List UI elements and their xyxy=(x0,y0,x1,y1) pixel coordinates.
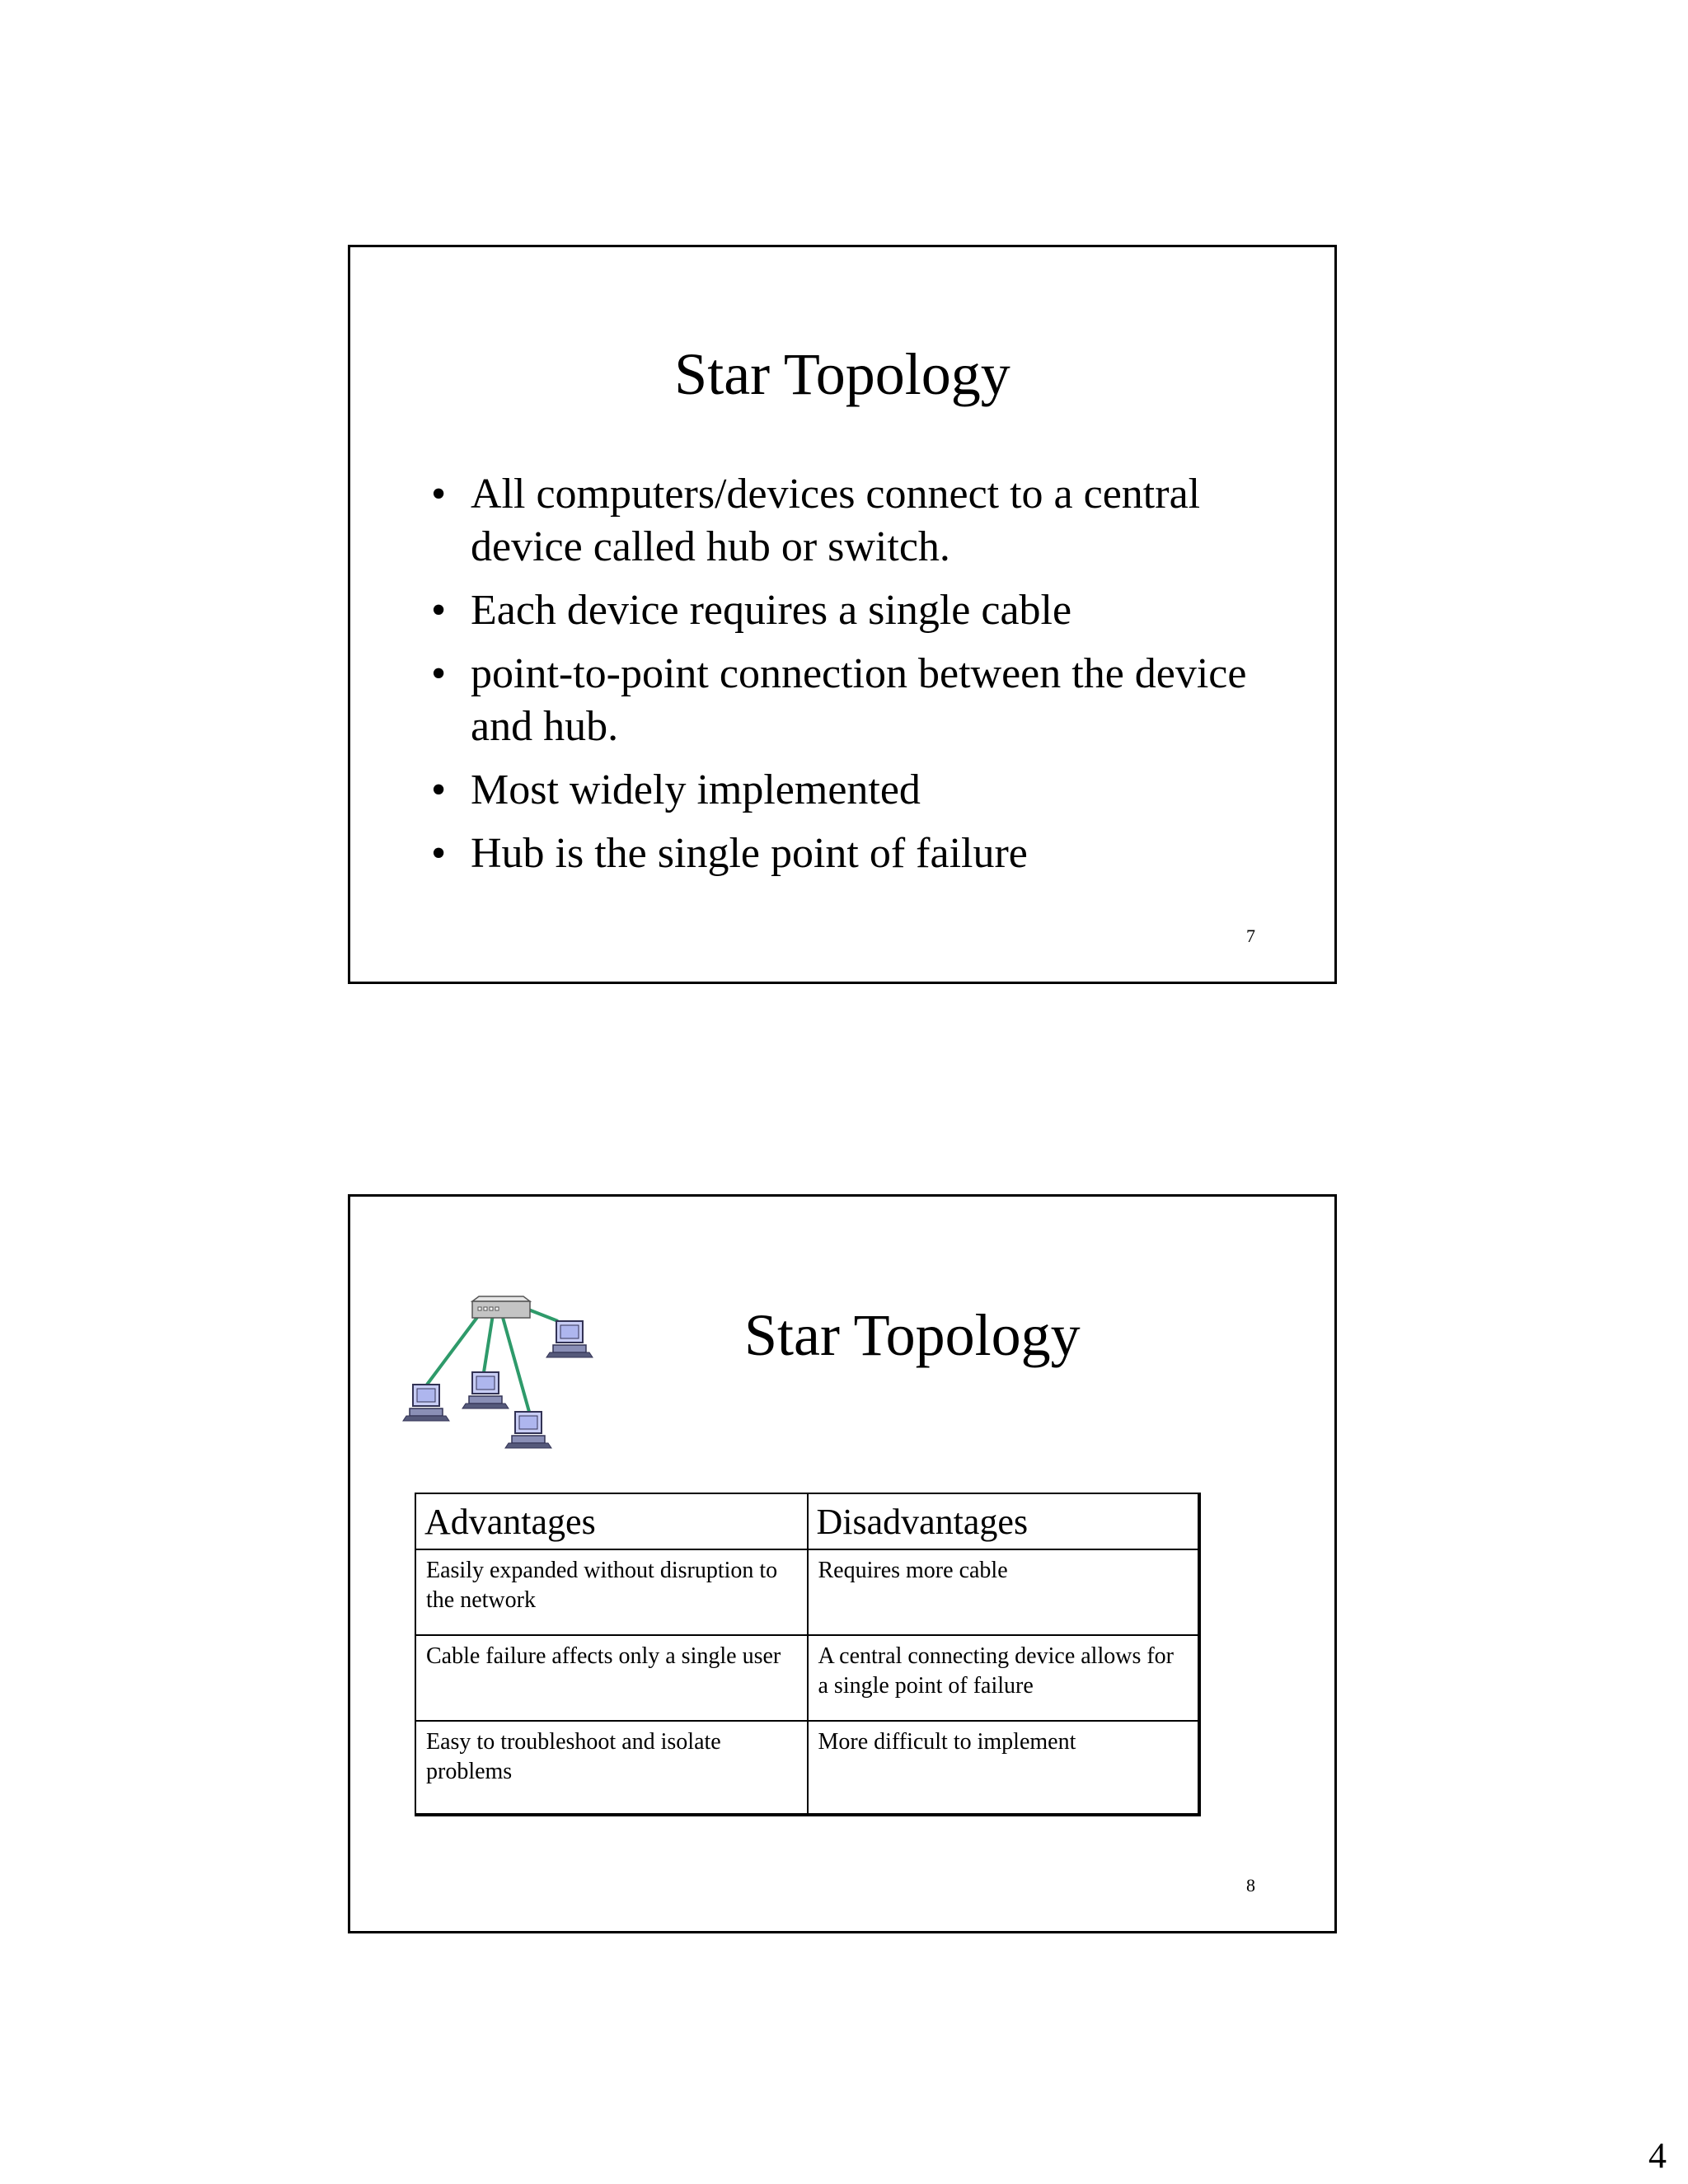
slide-title: Star Topology xyxy=(744,1302,1081,1368)
advantages-disadvantages-table xyxy=(415,1493,1201,1816)
slide-title: Star Topology xyxy=(674,341,1010,407)
table-header-row xyxy=(415,1493,1199,1549)
disadvantage-cell: More difficult to implement xyxy=(808,1721,1200,1815)
slide-number: 7 xyxy=(1246,926,1255,946)
bullet-text: Each device requires a single cable xyxy=(471,587,1072,634)
bullet-dot: • xyxy=(431,587,447,634)
bullet-dot: • xyxy=(431,830,447,877)
slide-7 xyxy=(348,245,1337,984)
bullet-dot: • xyxy=(431,650,447,697)
bullet-item xyxy=(431,648,1264,753)
bullet-item xyxy=(431,468,1264,574)
bullet-item xyxy=(431,584,1264,637)
table-row xyxy=(415,1549,1199,1635)
advantage-cell: Easily expanded without disruption to the network xyxy=(415,1549,808,1635)
advantage-cell: Easy to troubleshoot and isolate problems xyxy=(415,1721,808,1815)
disadvantage-cell: Requires more cable xyxy=(808,1549,1200,1635)
star-topology-diagram xyxy=(390,1282,629,1463)
bullet-list xyxy=(431,468,1264,891)
bullet-text: Hub is the single point of failure xyxy=(471,830,1028,877)
table-row xyxy=(415,1721,1199,1815)
cable-line xyxy=(484,1315,493,1372)
page-number: 4 xyxy=(1648,2135,1667,2176)
computer-icon xyxy=(462,1372,509,1408)
bullet-text: point-to-point connection between the device and hub. xyxy=(471,650,1247,750)
hub-icon xyxy=(472,1296,530,1318)
table-row xyxy=(415,1635,1199,1721)
slide-8 xyxy=(348,1194,1337,1933)
slide-number: 8 xyxy=(1246,1875,1255,1896)
advantage-cell: Cable failure affects only a single user xyxy=(415,1635,808,1721)
column-header-disadvantages: Disadvantages xyxy=(808,1493,1200,1549)
bullet-dot: • xyxy=(431,471,447,518)
computer-icon xyxy=(546,1321,593,1357)
disadvantage-cell: A central connecting device allows for a single point of failure xyxy=(808,1635,1200,1721)
bullet-item xyxy=(431,827,1264,880)
column-header-advantages: Advantages xyxy=(415,1493,808,1549)
computer-icon xyxy=(505,1412,551,1448)
bullet-dot: • xyxy=(431,766,447,813)
bullet-text: Most widely implemented xyxy=(471,766,921,813)
computer-icon xyxy=(403,1385,449,1421)
bullet-text: All computers/devices connect to a central device called hub or switch. xyxy=(471,471,1201,570)
bullet-item xyxy=(431,764,1264,817)
cable-line xyxy=(502,1315,529,1412)
